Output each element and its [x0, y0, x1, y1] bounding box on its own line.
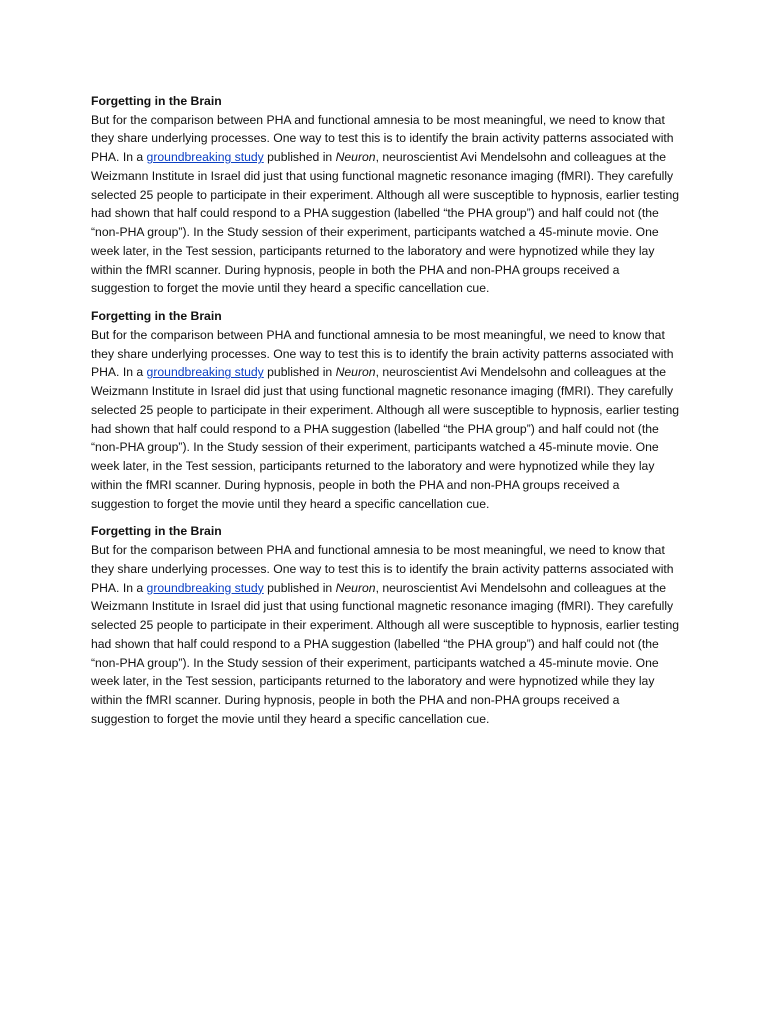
section-heading: Forgetting in the Brain	[91, 94, 222, 108]
paragraph-mid: published in	[263, 580, 336, 595]
section-paragraph	[91, 326, 681, 514]
paragraph-rest: , neuroscientist Avi Mendelsohn and colleagues at the Weizmann Institute in Israel did just that using functional magnetic resonance imaging (fMRI). They carefully selected 25 people to participate in their experiment. Although all were susceptible to hypnosis, earlier testing had shown that half could respond to a PHA suggestion (labelled “the PHA group”) and half could not (the “non-PHA group”). In the Study session of their experiment, participants watched a 45-minute movie. One week later, in the Test session, participants returned to the laboratory and were hypnotized while they lay within the fMRI scanner. During hypnosis, people in both the PHA and non-PHA groups received a suggestion to forget the movie until they heard a specific cancellation cue.	[91, 580, 680, 726]
paragraph-intro: But for the comparison between PHA and functional amnesia to be most meaningful, we need to know that they share underlying processes. One way to test this is to identify the brain activity patterns associated with PHA. In a	[91, 112, 674, 165]
section-heading: Forgetting in the Brain	[91, 524, 222, 539]
paragraph-rest: , neuroscientist Avi Mendelsohn and colleagues at the Weizmann Institute in Israel did just that using functional magnetic resonance imaging (fMRI). They carefully selected 25 people to participate in their experiment. Although all were susceptible to hypnosis, earlier testing had shown that half could respond to a PHA suggestion (labelled “the PHA group”) and half could not (the “non-PHA group”). In the Study session of their experiment, participants watched a 45-minute movie. One week later, in the Test session, participants returned to the laboratory and were hypnotized while they lay within the fMRI scanner. During hypnosis, people in both the PHA and non-PHA groups received a suggestion to forget the movie until they heard a specific cancellation cue.	[91, 365, 680, 511]
document-section	[91, 92, 681, 298]
document-section	[91, 307, 681, 513]
paragraph-intro: But for the comparison between PHA and functional amnesia to be most meaningful, we need to know that they share underlying processes. One way to test this is to identify the brain activity patterns associated with PHA. In a	[91, 543, 674, 595]
document-section	[91, 522, 681, 728]
paragraph-rest: , neuroscientist Avi Mendelsohn and colleagues at the Weizmann Institute in Israel did just that using functional magnetic resonance imaging (fMRI). They carefully selected 25 people to participate in their experiment. Although all were susceptible to hypnosis, earlier testing had shown that half could respond to a PHA suggestion (labelled “the PHA group”) and half could not (the “non-PHA group”). In the Study session of their experiment, participants watched a 45-minute movie. One week later, in the Test session, participants returned to the laboratory and were hypnotized while they lay within the fMRI scanner. During hypnosis, people in both the PHA and non-PHA groups received a suggestion to forget the movie until they heard a specific cancellation cue.	[91, 150, 680, 296]
paragraph-intro: But for the comparison between PHA and functional amnesia to be most meaningful, we need to know that they share underlying processes. One way to test this is to identify the brain activity patterns associated with PHA. In a	[91, 327, 674, 380]
groundbreaking-study-link[interactable]: groundbreaking study	[146, 150, 264, 165]
section-paragraph	[91, 541, 681, 729]
journal-name: Neuron	[335, 150, 376, 165]
section-paragraph	[91, 111, 681, 299]
journal-name: Neuron	[335, 365, 376, 380]
journal-name: Neuron	[335, 580, 376, 595]
groundbreaking-study-link[interactable]: groundbreaking study	[146, 580, 264, 595]
document-page	[91, 92, 681, 738]
paragraph-mid: published in	[263, 365, 336, 380]
groundbreaking-study-link[interactable]: groundbreaking study	[146, 365, 264, 380]
paragraph-mid: published in	[263, 150, 336, 165]
section-heading: Forgetting in the Brain	[91, 309, 222, 324]
